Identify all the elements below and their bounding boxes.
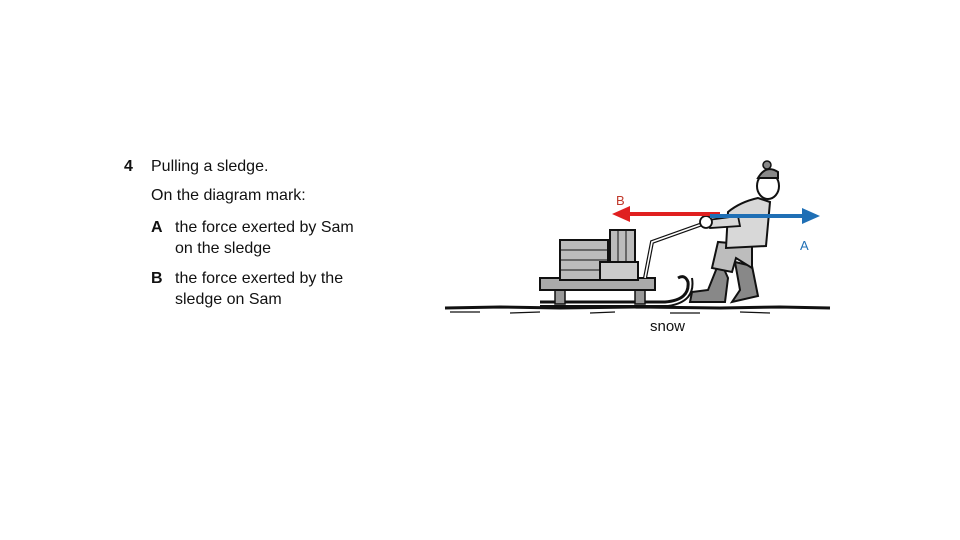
sam-figure [690,161,779,302]
snow-ground [445,307,830,313]
item-b-letter: B [151,270,163,287]
force-label-a: A [800,238,809,253]
instruction-text: On the diagram mark: [151,187,306,204]
question-title: Pulling a sledge. [151,158,269,175]
cargo-crate-small [600,262,638,280]
snow-label: snow [650,318,686,335]
item-a-text: the force exerted by Sam on the sledge [175,219,354,257]
sledge-diagram [440,150,840,340]
sledge [540,222,708,306]
force-label-b: B [616,193,625,208]
item-b-text: the force exerted by the sledge on Sam [175,270,344,308]
item-a-letter: A [151,219,163,236]
question-number: 4 [124,158,133,175]
